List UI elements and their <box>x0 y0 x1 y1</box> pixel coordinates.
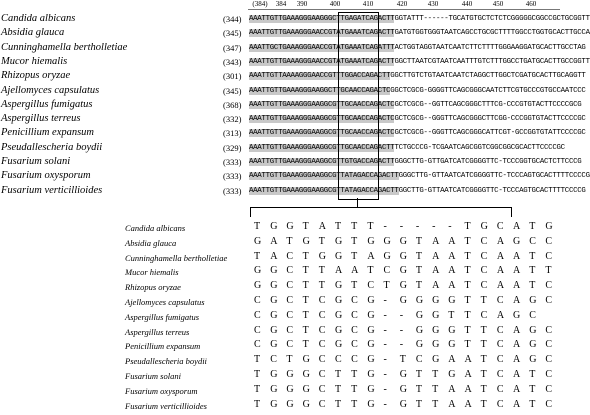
variable-segment: GATGTGGTGGGTAATCAGCC <box>394 29 478 38</box>
species-name: Fusarium verticillioides <box>1 184 103 196</box>
zoom-row <box>0 397 560 415</box>
alignment-row <box>0 169 590 183</box>
zoom-sequence: T G G G C T T G - G T T G A T C A T C <box>254 369 553 380</box>
zoom-species-name: Absidia glauca <box>125 237 177 248</box>
zoom-species-name: Fusarium oxysporum <box>125 385 198 396</box>
zoom-sequence: G G C T T G T C T G T A A T C A A T C <box>254 280 553 292</box>
ruler-tick-label: 390 <box>296 0 308 8</box>
bracket-right-tick <box>511 207 512 217</box>
sequence-position: (333) <box>223 185 242 196</box>
sequence-text <box>249 70 586 82</box>
variable-segment: GGCTTAATCGTAATCAATT <box>394 57 474 66</box>
conserved-segment: AAATTGTTGAAAGGGAAGGCGTTGTGACCAGACTT <box>249 158 395 166</box>
sequence-position: (301) <box>223 71 242 82</box>
zoom-sequence: C G C T C G C G - - G G G T T C A G C <box>254 339 553 351</box>
alignment-row <box>0 84 586 98</box>
variable-segment: GCTCGCG--GGGTTCAGC <box>394 129 470 138</box>
trailing-segment: GGGCTTCGG-CCCGGTGTACTTCCCCGC <box>469 115 586 124</box>
sequence-text <box>249 185 586 197</box>
conserved-segment: AAATTGTTGAAAGGGAAGGCGTTGCAACCAGACTC <box>249 129 395 138</box>
zoom-sequence: T G G G C T T G - G T T A A T C A T C <box>254 398 553 410</box>
trailing-segment: GGGCATTCGT-GCCGGTGTATTCCCCGC <box>469 129 586 138</box>
species-name: Penicillium expansum <box>1 127 95 139</box>
variable-segment: ACTGGTAGGTAATCAATC <box>394 43 470 52</box>
bracket-left-tick <box>250 207 251 217</box>
sequence-text <box>249 13 590 25</box>
sequence-position: (343) <box>223 56 242 67</box>
conserved-segment: AAATTGTTGAAAGGGAACCGTATGAAATCAGACTT <box>249 29 395 38</box>
zoom-species-name: Penicillium expansum <box>125 341 201 352</box>
zoom-species-name: Aspergillus fumigatus <box>125 311 200 322</box>
zoom-sequence: C G C T C G C G - - G G G T T C A G C <box>254 324 553 336</box>
alignment-row <box>0 155 582 169</box>
zoom-sequence: T A C T G G T A G G T A A T C A A T C <box>254 250 553 262</box>
sequence-position: (347) <box>223 42 242 53</box>
alignment-row <box>0 12 590 26</box>
variable-segment: GGTATTT------TGCATG <box>394 15 474 23</box>
species-name: Mucor hiemalis <box>1 55 68 67</box>
trailing-segment: GGGGTTC-TCCCAGTGCACTTTTCCCCG <box>469 186 586 195</box>
ruler-tick-label: 420 <box>396 0 408 8</box>
conserved-segment: AAATTGCTGAAAGGGAACCGTATGAAATCAGATTT <box>249 43 395 52</box>
conserved-segment: AAATTGTTGAAAGGGAAGGCGTTGCAACCAGACTC <box>249 100 395 109</box>
conserved-segment: AAATTGTTGAAAGGGAAGGCGTTATAGACCAGACTT <box>249 186 399 195</box>
zoom-species-name: Cunninghamella bertholletiae <box>125 252 228 263</box>
sequence-text <box>249 42 586 54</box>
trailing-segment: GGTCGGCGGCGCACTTCCCCGC <box>473 143 565 152</box>
trailing-segment: TGCTCTCTCGGGGGCGGCCGCTGCGGTT <box>473 15 590 23</box>
zoom-sequence: C G C T C G C G - - G G T T C A G C <box>254 309 536 321</box>
sequence-position: (333) <box>223 171 242 182</box>
alignment-row <box>0 112 586 126</box>
zoom-sequence: T G G T A T T T - - - - - T G C A T G <box>254 221 553 232</box>
alignment-row <box>0 69 586 83</box>
position-ruler <box>0 0 560 12</box>
zoom-sequence: G G C T T A A T C G T A A T C A A T T <box>254 265 552 277</box>
sequence-position: (344) <box>223 14 242 24</box>
species-name: Fusarium solani <box>1 156 71 167</box>
species-name: Absidia glauca <box>1 27 65 39</box>
bracket-stem <box>357 198 358 207</box>
trailing-segment: GGGGTTC-TCCCAGTGCACTTTTCCCCG <box>473 172 590 181</box>
species-name: Cunninghamella bertholletiae <box>1 41 128 53</box>
variable-segment: GGGCTTG-GTTGATCATC <box>394 158 470 166</box>
sequence-position: (368) <box>223 99 242 110</box>
conserved-segment: AAATTGTTGAAAGGGAAGGCGTTGCAACCAGACTC <box>249 115 395 124</box>
zoom-species-name: Aspergillus terreus <box>125 326 190 337</box>
sequence-text <box>249 27 590 39</box>
bracket-bar <box>250 207 512 208</box>
alignment-row <box>0 126 586 140</box>
alignment-row <box>0 98 582 112</box>
sequence-position: (345) <box>223 28 242 39</box>
alignment-row <box>0 26 590 40</box>
ruler-tick-label: 460 <box>525 0 537 8</box>
ruler-tick-label: 400 <box>329 0 341 8</box>
trailing-segment: TGTCTTTGGCCTGATGCACTTGCCGGTT <box>473 57 590 66</box>
conserved-segment: AAATTGTTGAAAGGGAAGGGCTTGAGATCAGACTT <box>249 15 395 23</box>
sequence-text <box>249 99 582 111</box>
sequence-position: (333) <box>223 157 242 167</box>
ruler-line <box>248 9 560 10</box>
sequence-position: (332) <box>223 114 242 125</box>
sequence-text <box>249 127 586 139</box>
conserved-segment: AAATTGTTGAAAGGGAAGGCGTTGCAACCAGACTT <box>249 143 395 152</box>
species-name: Pseudallescheria boydii <box>1 141 103 153</box>
variable-segment: GCTCGCG--GGGTTCAGC <box>394 115 470 124</box>
zoom-species-name: Rhizopus oryzae <box>125 282 181 293</box>
species-name: Fusarium oxysporum <box>1 170 91 182</box>
sequence-position: (313) <box>223 128 242 139</box>
zoom-species-name: Fusarium verticillioides <box>125 400 207 411</box>
species-name: Aspergillus terreus <box>1 113 81 125</box>
variable-segment: GGCTTG-GTTAATCATC <box>398 186 470 195</box>
alignment-row <box>0 41 586 55</box>
species-name: Aspergillus fumigatus <box>1 98 93 110</box>
variable-segment: TCTGCCCG-TCGAATCAGC <box>394 143 474 152</box>
zoom-sequence: G A T G T G T G G G T A A T C A G C C <box>254 235 553 247</box>
ruler-tick-label: 450 <box>492 0 504 8</box>
conserved-segment: AAATTGTTGAAAGGGAACCGTATGAAATCAGACTT <box>249 57 395 66</box>
alignment-row <box>0 184 586 198</box>
sequence-text <box>249 156 582 168</box>
sequence-text <box>249 113 586 125</box>
sequence-text <box>249 170 590 182</box>
zoom-species-name: Mucor hiemalis <box>125 267 179 278</box>
ruler-tick-label: 410 <box>362 0 374 8</box>
trailing-segment: GGGCTTTCG-CCCGTGTACTTCCCCGCG <box>465 100 582 109</box>
zoom-species-name: Ajellomyces capsulatus <box>125 297 205 307</box>
sequence-position: (345) <box>223 85 242 96</box>
sequence-position: (329) <box>223 142 242 153</box>
sequence-text <box>249 56 590 68</box>
zoom-sequence: T C T G C C C G - T C G A A T C A G C <box>254 354 553 366</box>
conserved-segment: AAATTGTTGAAAGGGAAGGCGTTATAGACCAGACTT <box>249 172 399 181</box>
ruler-tick-label: 430 <box>427 0 439 8</box>
variable-segment: GCTCGCG--GGTTCAGC <box>394 100 466 109</box>
trailing-segment: TAGGCTTGGCTCGATGCACTTGCAGGTT <box>469 72 586 81</box>
species-name: Ajellomyces capsulatus <box>1 84 100 96</box>
ruler-tick-label: 440 <box>461 0 473 8</box>
conserved-segment: AAATTGTTGAAAGGGAAGGCTTGCAACCAGACTC <box>249 86 391 95</box>
variable-segment: GGCTCGCG-GGGGTTCAGC <box>390 86 470 95</box>
sequence-text <box>249 85 586 97</box>
species-name: Rhizopus oryzae <box>1 70 71 82</box>
sequence-text <box>249 142 565 154</box>
trailing-segment: GGGGTTC-TCCCGGTGCACTCTTCCCG <box>469 158 582 166</box>
ruler-tick-label: (384) <box>252 0 268 8</box>
variable-segment: GGGCTTG-GTTAATCATC <box>398 172 474 181</box>
variable-segment: GGCTTGTCTGTAATCAATC <box>390 72 470 81</box>
alignment-row <box>0 141 565 155</box>
zoom-species-name: Fusarium solani <box>125 371 181 381</box>
trailing-segment: TGCGCTTTTGGCCTGGTGCACTTGCCA <box>477 29 590 38</box>
alignment-row <box>0 55 590 69</box>
species-name: Candida albicans <box>1 13 76 24</box>
trailing-segment: GGGCAATCTTCGTGCCCGTGCCAATCCC <box>469 86 586 95</box>
highlight-box <box>338 12 379 200</box>
zoom-sequence: T G G G C T T G - G T T A A T C A T C <box>254 383 553 395</box>
zoom-sequence: C G C T C G C G - G G G G T T C A G C <box>254 295 553 306</box>
ruler-tick-label: 384 <box>275 0 287 8</box>
trailing-segment: TTCTTTTGGGAAGGATGCACTTGCCTAG <box>469 43 586 52</box>
zoom-species-name: Candida albicans <box>125 223 186 233</box>
conserved-segment: AAATTGTTAAAAGGGAACCGTTTGGACCAGACTT <box>249 72 391 81</box>
zoom-species-name: Pseudallescheria boydii <box>125 356 207 367</box>
